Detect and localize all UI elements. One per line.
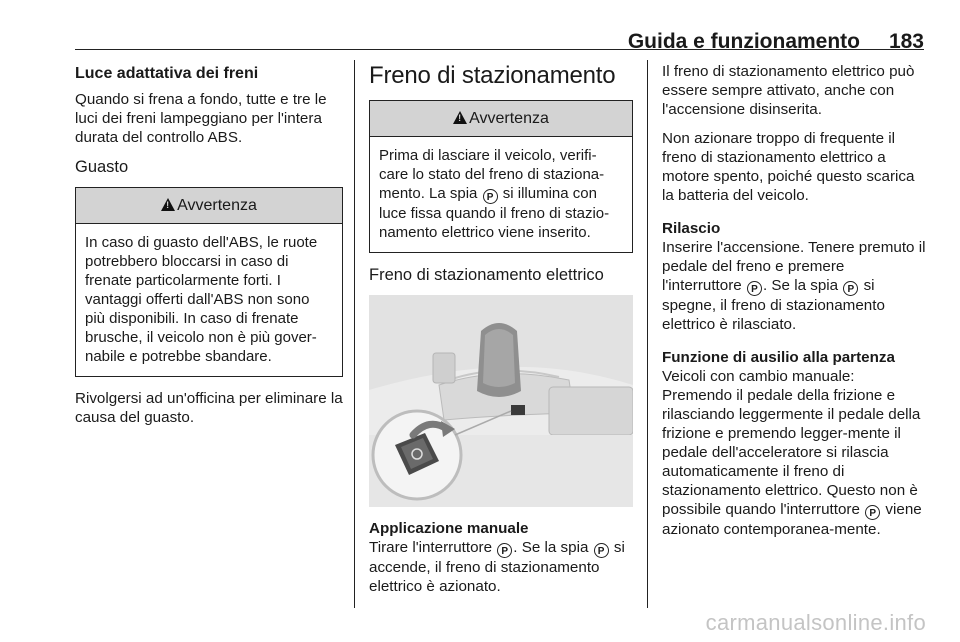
chapter-title: Freno di stazionamento (369, 62, 616, 89)
parking-brake-icon: P (747, 281, 762, 296)
parking-brake-icon: P (483, 189, 498, 204)
column-divider (647, 60, 648, 608)
paragraph: Tirare l'interruttore P . Se la spia P si accende, il freno di stazionamento elettrico è azionato. (369, 539, 625, 595)
subsection-heading: Rilascio (662, 220, 721, 237)
paragraph: Veicoli con cambio manuale: Premendo il pedale della frizione e rilasciando leggermente il pedale della frizione e premendo legger-mente il pedale dell'acceleratore si rilascia automaticamente il freno di stazionamento elettrico. Questo non è possibile quando l'interruttore P viene azionato contemporanea-mente. (662, 368, 922, 538)
column-right (662, 62, 928, 549)
page-number: 183 (888, 30, 924, 53)
parking-brake-icon: P (497, 543, 512, 558)
warning-triangle-icon (453, 111, 467, 124)
parking-brake-switch-illustration (369, 295, 633, 507)
subheading: Freno di stazionamento elettrico (369, 266, 604, 284)
warning-title: Avvertenza (469, 110, 549, 127)
subsection-heading: Funzione di ausilio alla partenza (662, 349, 895, 366)
section-heading: Luce adattativa dei freni (75, 65, 259, 82)
header-divider (75, 49, 924, 50)
paragraph: Inserire l'accensione. Tenere premuto il pedale del freno e premere l'interruttore P . Se la spia P si spegne, il freno di stazionamento elettrico è rilasciato. (662, 239, 926, 333)
parking-brake-icon: P (594, 543, 609, 558)
column-divider (354, 60, 355, 608)
subsection-heading: Applicazione manuale (369, 520, 529, 537)
running-header-title: Guida e funzionamento (627, 30, 860, 53)
paragraph: Non azionare troppo di frequente il freno di stazionamento elettrico a motore spento, poiché questo scarica la batteria del veicolo. (662, 130, 915, 204)
paragraph: Il freno di stazionamento elettrico può essere sempre attivato, anche con l'accensione disinserita. (662, 63, 915, 118)
paragraph: Rivolgersi ad un'officina per eliminare la causa del guasto. (75, 390, 343, 426)
warning-box (75, 187, 343, 377)
warning-title: Avvertenza (177, 197, 257, 214)
column-left (75, 62, 343, 437)
warning-text: Prima di lasciare il veicolo, verifi-care lo stato del freno di staziona-mento. La spia P si illumina con luce fissa quando il freno di stazio-namento elettrico viene inserito. (379, 147, 610, 241)
watermark: carmanualsonline.info (705, 610, 926, 635)
warning-header (76, 188, 342, 224)
column-middle (369, 62, 633, 606)
warning-header (370, 101, 632, 137)
warning-triangle-icon (161, 198, 175, 211)
paragraph: Quando si frena a fondo, tutte e tre le luci dei freni lampeggiano per l'intera durata del controllo ABS. (75, 91, 327, 146)
parking-brake-icon: P (843, 281, 858, 296)
subheading: Guasto (75, 158, 129, 176)
warning-text: In caso di guasto dell'ABS, le ruote potrebbero bloccarsi in caso di frenate particolarmente forti. I vantaggi offerti dall'ABS non sono più disponibili. In caso di frenate brusche, il veicolo non è più gover-nabile e potrebbe sbandare. (85, 234, 318, 365)
warning-box (369, 100, 633, 253)
parking-brake-icon: P (865, 505, 880, 520)
